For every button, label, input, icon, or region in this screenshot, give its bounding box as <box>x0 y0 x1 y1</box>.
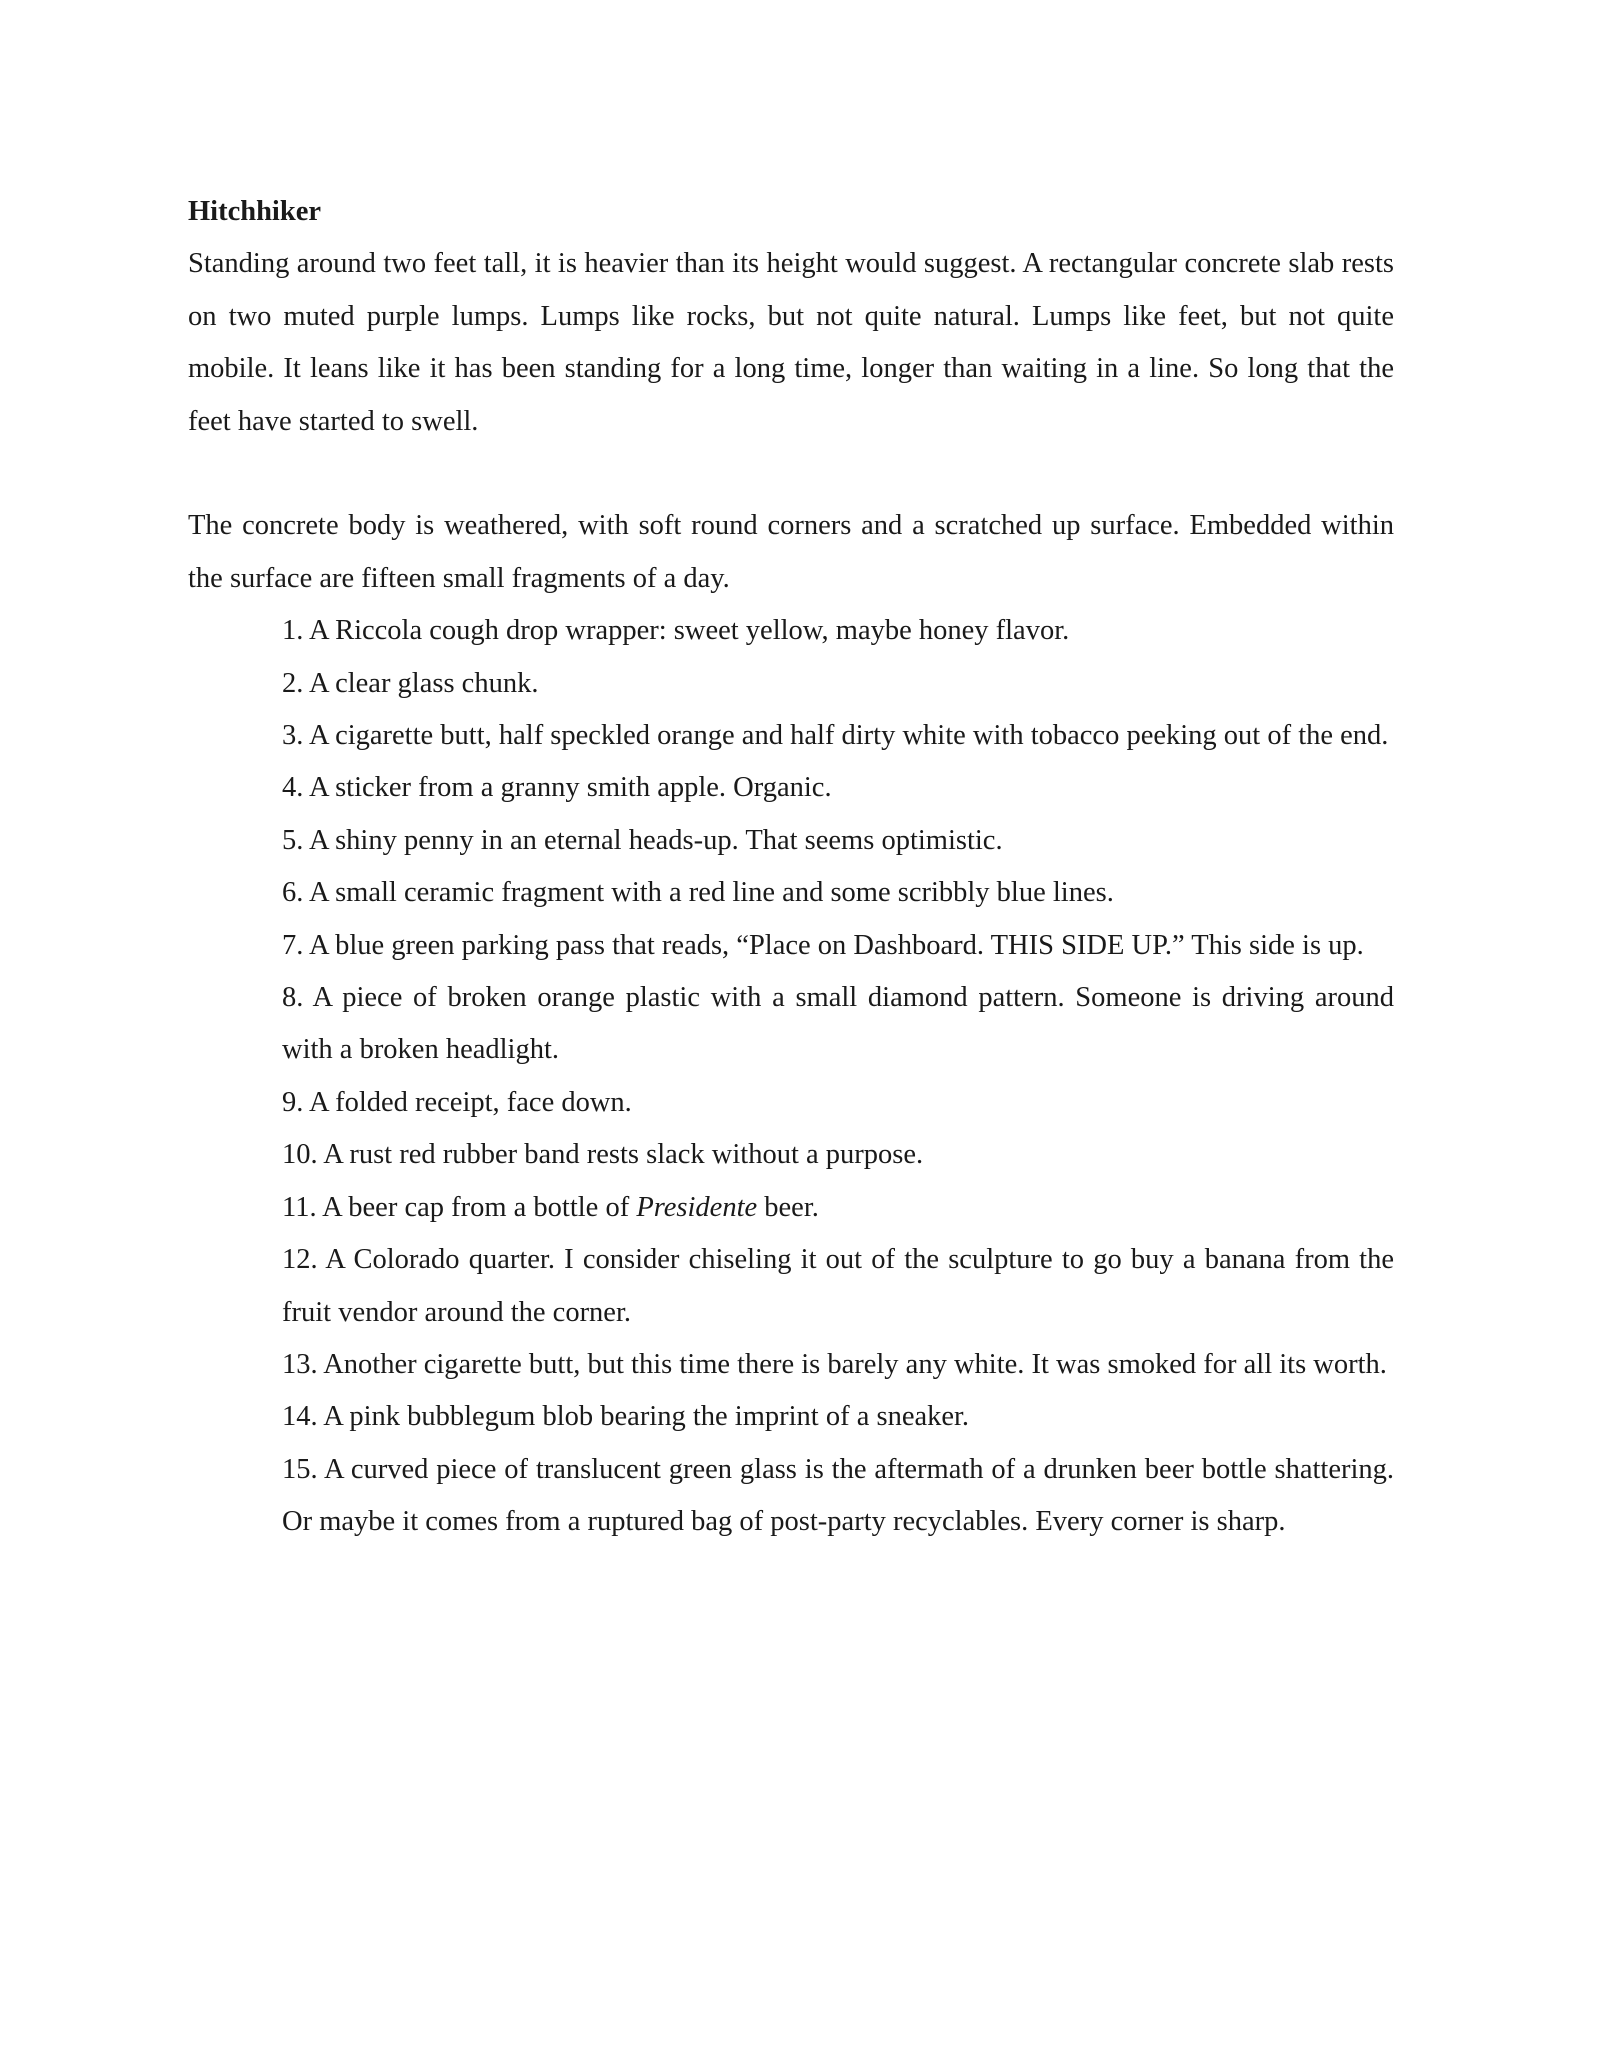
item-text: A small ceramic fragment with a red line and some scribbly blue lines. <box>308 877 1114 909</box>
item-text: A Colorado quarter. I consider chiseling it out of the sculpture to go buy a banana from the fruit vendor around the corner. <box>282 1244 1394 1328</box>
item-number: 4. <box>282 772 304 804</box>
item-number: 12. <box>282 1244 318 1276</box>
list-item <box>282 815 1394 867</box>
item-number: 14. <box>282 1401 318 1433</box>
intro-paragraph: Standing around two feet tall, it is heavier than its height would suggest. A rectangular concrete slab rests on two muted purple lumps. Lumps like rocks, but not quite natural. Lumps like feet, but not quite mobile. It leans like it has been standing for a long time, longer than waiting in a line. So long that the feet have started to swell. <box>188 248 1394 437</box>
list-item <box>282 658 1394 710</box>
list-item <box>282 1077 1394 1129</box>
item-number: 10. <box>282 1139 318 1171</box>
item-number: 1. <box>282 615 304 647</box>
document-title: Hitchhiker <box>188 196 321 227</box>
item-text: A curved piece of translucent green glass is the aftermath of a drunken beer bottle shattering. Or maybe it comes from a ruptured bag of post-party recyclables. Every corner is sharp. <box>282 1453 1394 1538</box>
item-number: 6. <box>282 877 304 909</box>
item-number: 2. <box>282 667 304 699</box>
list-item <box>282 867 1394 919</box>
item-text: A sticker from a granny smith apple. Organic. <box>308 772 832 804</box>
item-text: A Riccola cough drop wrapper: sweet yellow, maybe honey flavor. <box>308 615 1070 647</box>
item-number: 5. <box>282 824 304 856</box>
item-number: 13. <box>282 1348 318 1380</box>
list-item <box>282 1234 1394 1339</box>
fragments-list <box>188 605 1394 1548</box>
item-number: 7. <box>282 929 304 961</box>
item-text: A pink bubblegum blob bearing the imprint of a sneaker. <box>323 1401 970 1433</box>
list-item <box>282 710 1394 762</box>
item-number: 15. <box>282 1453 318 1485</box>
list-item <box>282 920 1394 972</box>
item-text: A shiny penny in an eternal heads-up. That seems optimistic. <box>308 824 1003 856</box>
item-number: 9. <box>282 1086 304 1118</box>
list-item <box>282 1444 1394 1549</box>
list-item <box>282 1339 1394 1391</box>
paragraph-spacer <box>188 448 1394 500</box>
item-italic-brand: Presidente <box>636 1191 758 1223</box>
item-number: 11. <box>282 1191 317 1223</box>
list-item <box>282 972 1394 1077</box>
item-text: A clear glass chunk. <box>308 667 539 699</box>
list-item <box>282 762 1394 814</box>
item-number: 8. <box>282 982 304 1014</box>
item-text: A folded receipt, face down. <box>308 1086 632 1118</box>
fragments-intro-paragraph: The concrete body is weathered, with soft round corners and a scratched up surface. Embedded within the surface are fifteen small fragments of a day. <box>188 510 1394 594</box>
item-text: beer. <box>764 1191 819 1223</box>
item-number: 3. <box>282 720 304 752</box>
item-text: Another cigarette butt, but this time there is barely any white. It was smoked for all its worth. <box>323 1348 1387 1380</box>
item-text: A piece of broken orange plastic with a small diamond pattern. Someone is driving around with a broken headlight. <box>282 982 1394 1066</box>
item-text: A beer cap from a bottle of <box>322 1191 630 1223</box>
document-page <box>188 186 1394 1549</box>
item-text: A rust red rubber band rests slack without a purpose. <box>323 1139 924 1171</box>
list-item <box>282 1391 1394 1443</box>
item-text: A blue green parking pass that reads, “Place on Dashboard. THIS SIDE UP.” This side is up. <box>308 929 1364 961</box>
list-item <box>282 605 1394 657</box>
list-item <box>282 1182 1394 1234</box>
item-text: A cigarette butt, half speckled orange and half dirty white with tobacco peeking out of the end. <box>308 720 1389 752</box>
list-item <box>282 1129 1394 1181</box>
